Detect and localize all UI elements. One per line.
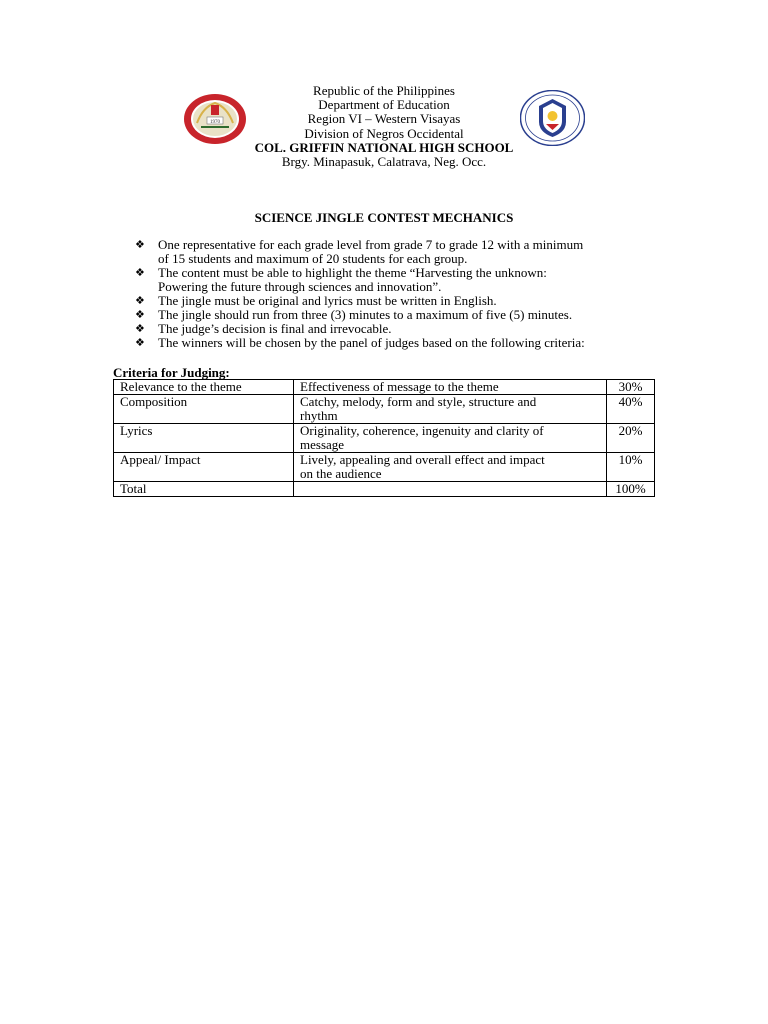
criterion-percent: 30% bbox=[607, 380, 655, 395]
criterion-description: Lively, appealing and overall effect and impact on the audience bbox=[294, 453, 607, 482]
header-school-name: COL. GRIFFIN NATIONAL HIGH SCHOOL bbox=[254, 139, 514, 155]
list-item: ❖ The winners will be chosen by the panel of judges based on the following criteria: bbox=[135, 335, 585, 350]
criterion-name: Relevance to the theme bbox=[114, 380, 294, 395]
total-label: Total bbox=[114, 482, 294, 497]
header-address: Brgy. Minapasuk, Calatrava, Neg. Occ. bbox=[281, 154, 487, 170]
mechanics-list bbox=[135, 238, 665, 350]
criterion-percent: 10% bbox=[607, 453, 655, 482]
criterion-name: Lyrics bbox=[114, 424, 294, 453]
header-division: Division of Negros Occidental bbox=[304, 125, 464, 141]
list-item: ❖ The content must be able to highlight the theme “Harvesting the unknown: Powering the future through sciences and innovation”. bbox=[135, 265, 547, 294]
criterion-description: Effectiveness of message to the theme bbox=[294, 380, 607, 395]
letterhead bbox=[184, 84, 584, 169]
list-item: ❖ The jingle must be original and lyrics must be written in English. bbox=[135, 293, 497, 308]
table-row bbox=[114, 453, 655, 482]
school-seal-year: 1970 bbox=[210, 120, 220, 125]
diamond-bullet-icon: ❖ bbox=[135, 238, 145, 251]
header-republic: Republic of the Philippines bbox=[313, 83, 455, 98]
criterion-percent: 40% bbox=[607, 395, 655, 424]
criterion-percent: 20% bbox=[607, 424, 655, 453]
table-row bbox=[114, 395, 655, 424]
list-item: ❖ One representative for each grade level from grade 7 to grade 12 with a minimum of 15 students and maximum of 20 students for each group. bbox=[135, 237, 584, 266]
table-row bbox=[114, 424, 655, 453]
list-item: ❖ The jingle should run from three (3) minutes to a maximum of five (5) minutes. bbox=[135, 307, 573, 322]
diamond-bullet-icon: ❖ bbox=[135, 336, 145, 349]
criterion-name: Appeal/ Impact bbox=[114, 453, 294, 482]
criteria-table bbox=[113, 379, 655, 497]
diamond-bullet-icon: ❖ bbox=[135, 308, 145, 321]
header-department: Department of Education bbox=[318, 97, 450, 113]
criteria-heading: Criteria for Judging: bbox=[113, 365, 230, 380]
criterion-name: Composition bbox=[114, 395, 294, 424]
diamond-bullet-icon: ❖ bbox=[135, 294, 145, 307]
total-percent: 100% bbox=[607, 482, 655, 497]
criterion-description bbox=[294, 482, 607, 497]
diamond-bullet-icon: ❖ bbox=[135, 266, 145, 279]
document-title: SCIENCE JINGLE CONTEST MECHANICS bbox=[254, 210, 514, 225]
criterion-description: Catchy, melody, form and style, structure and rhythm bbox=[294, 395, 607, 424]
criterion-description: Originality, coherence, ingenuity and clarity of message bbox=[294, 424, 607, 453]
header-region: Region VI – Western Visayas bbox=[307, 111, 461, 127]
table-row bbox=[114, 482, 655, 497]
list-item: ❖ The judge’s decision is final and irrevocable. bbox=[135, 321, 392, 336]
table-row bbox=[114, 380, 655, 395]
diamond-bullet-icon: ❖ bbox=[135, 322, 145, 335]
